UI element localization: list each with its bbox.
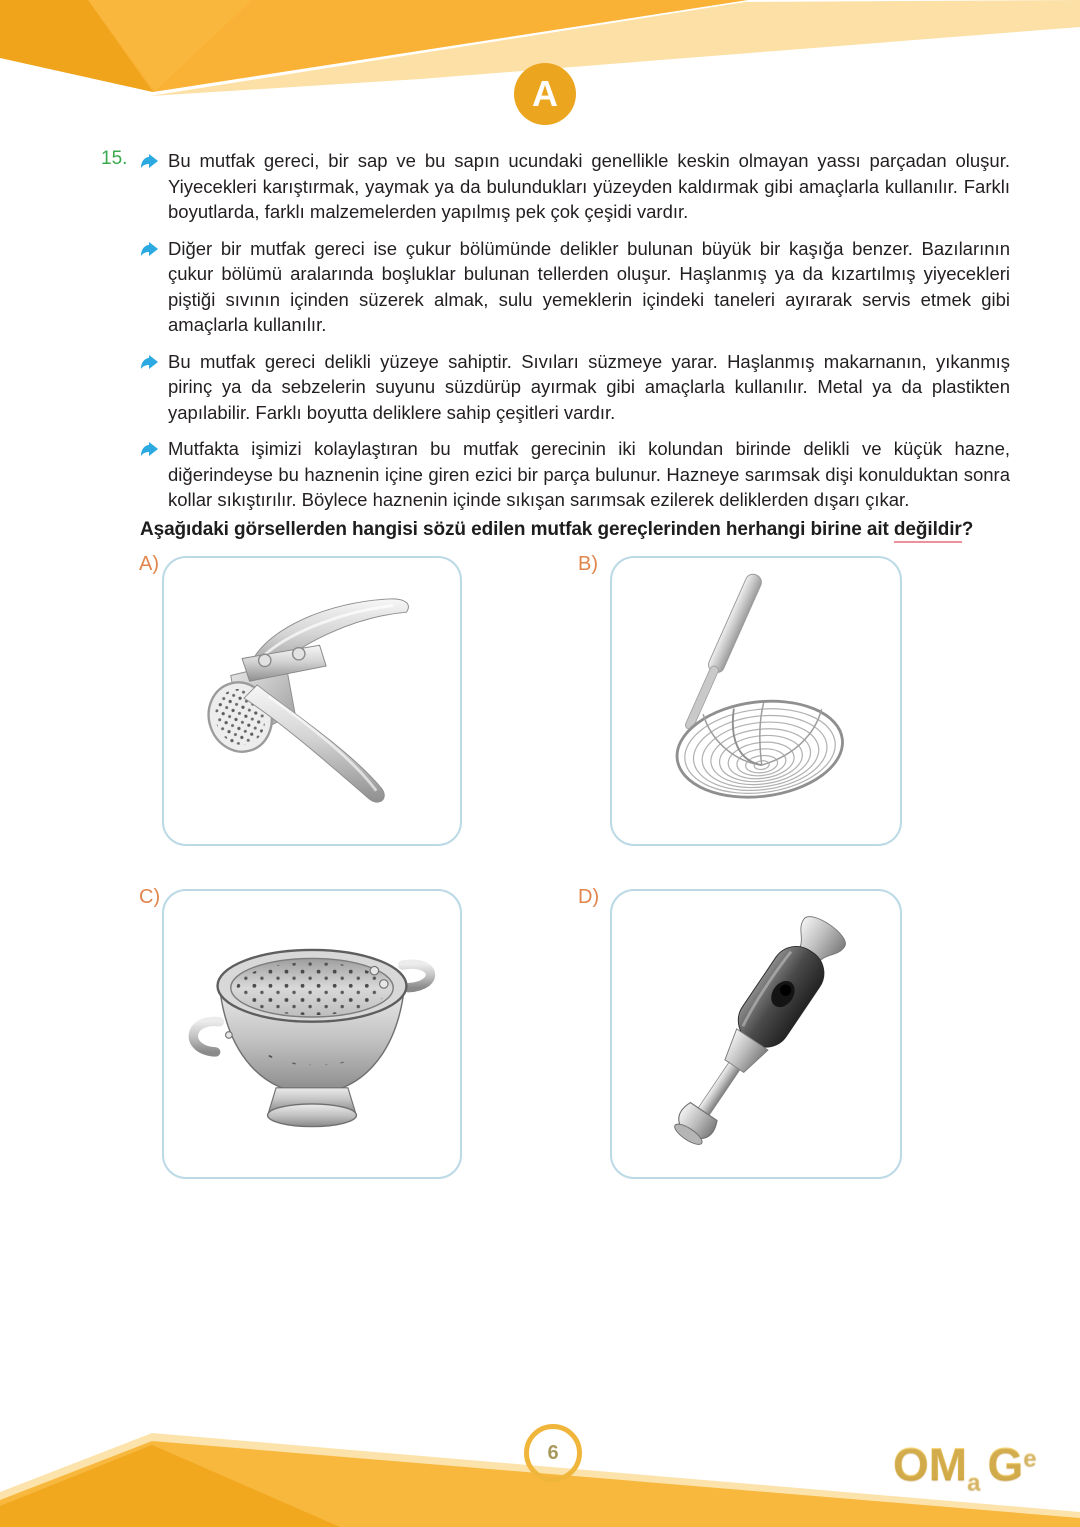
- option-card-d[interactable]: [610, 889, 902, 1179]
- arrow-bullet-icon: [138, 148, 168, 225]
- question-prompt: [140, 519, 1080, 541]
- wire-skimmer-image: [618, 564, 894, 838]
- arrow-bullet-icon: [138, 349, 168, 426]
- logo-superscript: e: [1023, 1445, 1037, 1472]
- bullet-row: [138, 148, 1010, 225]
- option-label-d: D): [578, 886, 600, 908]
- logo-subscript: a: [967, 1469, 981, 1496]
- option-card-a[interactable]: [162, 556, 462, 846]
- prompt-prefix: Aşağıdaki görsellerden hangisi sözü edilen mutfak gereçlerinden herhangi birine ait: [140, 519, 894, 540]
- logo-part1: OM: [893, 1438, 968, 1490]
- option-card-c[interactable]: [162, 889, 462, 1179]
- prompt-underlined-word: değildir: [894, 519, 962, 543]
- publisher-logo: [893, 1438, 1037, 1496]
- bullet-text: Diğer bir mutfak gereci ise çukur bölümünde delikler bulunan büyük bir kaşığa benzer. Bazılarının çukur bölümü aralarında boşluklar bulunan tellerden oluşur. Haşlanmış ya da kızartılmış yiyecekleri piştiği sıvının içinden süzerek almak, sulu yemeklerin içindeki taneleri ayırarak servis etmek gibi amaçlarla kullanılır.: [168, 237, 1010, 335]
- bullet-text: Bu mutfak gereci delikli yüzeye sahiptir. Sıvıları süzmeye yarar. Haşlanmış makarnanın, yıkanmış pirinç ya da sebzelerin suyunu süzdürüp ayırmak gibi amaçlarla kullanılır. Metal ya da plastikten yapılabilir. Farklı boyutta deliklere sahip çeşitleri vardır.: [168, 350, 1010, 423]
- logo-part2: G: [987, 1438, 1024, 1490]
- hand-blender-image: [618, 897, 894, 1171]
- bullet-row: [138, 436, 1010, 513]
- option-label-c: C): [139, 886, 161, 908]
- bullet-row: [138, 236, 1010, 338]
- page-number-badge: [524, 1424, 582, 1482]
- booklet-section-badge: [514, 63, 576, 125]
- bullet-text: Mutfakta işimizi kolaylaştıran bu mutfak gerecinin iki kolundan birinde delikli ve küçük hazne, diğerindeyse bu haznenin içine giren ezici bir parça bulunur. Hazneye sarımsak dişi konulduktan sonra kollar sıkıştırılır. Böylece haznenin içinde sıkışan sarımsak ezilerek deliklerden dışarı çıkar.: [168, 438, 1010, 510]
- page-number: 6: [547, 1441, 559, 1464]
- booklet-section-letter: A: [532, 73, 558, 114]
- arrow-bullet-icon: [138, 436, 168, 513]
- question-number: 15.: [101, 148, 128, 169]
- arrow-bullet-icon: [138, 236, 168, 338]
- bullet-text: Bu mutfak gereci, bir sap ve bu sapın ucundaki genellikle keskin olmayan yassı parçadan oluşur. Yiyecekleri karıştırmak, yaymak ya da bulundukları yüzeyden kaldırmak gibi amaçlarla kullanılır. Farklı boyutlarda, farklı malzemelerden yapılmış pek çok çeşidi vardır.: [168, 150, 1010, 222]
- option-label-b: B): [578, 553, 598, 575]
- option-label-a: A): [139, 553, 159, 575]
- option-card-b[interactable]: [610, 556, 902, 846]
- question-bullets: [138, 148, 1010, 524]
- prompt-suffix: ?: [961, 519, 974, 540]
- garlic-press-image: [170, 564, 454, 838]
- colander-image: [170, 897, 454, 1171]
- bullet-row: [138, 349, 1010, 426]
